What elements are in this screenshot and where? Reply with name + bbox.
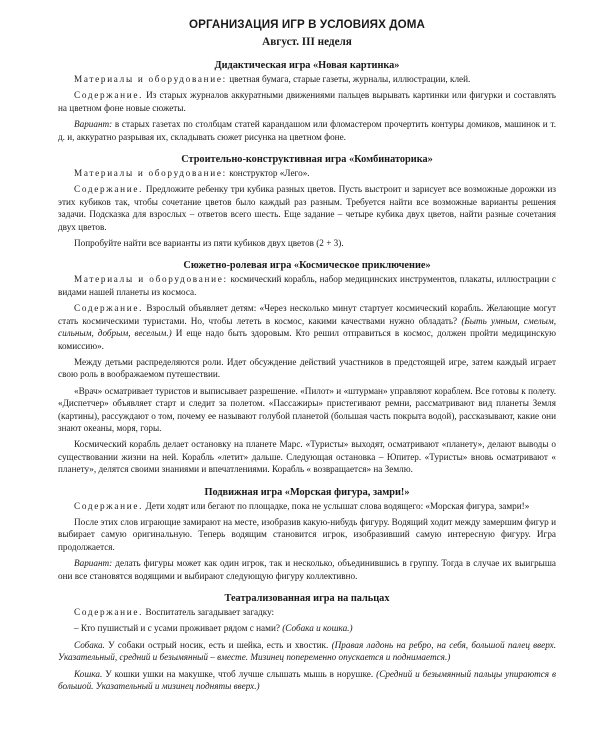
cat-label: Кошка. — [74, 668, 103, 679]
content-paragraph — [58, 183, 556, 233]
content-text: Взрослый объявляет детям: «Через несколько минут стартует космический корабль. Желающие могут стать космическими туристами. Но, чтобы лететь в космос, какими качествами нужно обладать? — [58, 303, 557, 326]
content-text: Воспитатель загадывает загадку: — [145, 607, 275, 617]
content-text: Дети ходят или бегают по площадке, пока не услышат слова водящего: «Морская фигура, замри!» — [145, 500, 530, 511]
materials-label: Материалы и оборудование: — [74, 74, 227, 84]
variant-label: Вариант: — [74, 119, 113, 130]
content-label: Содержание. — [74, 184, 144, 195]
cat-paragraph — [58, 668, 556, 693]
content-label: Содержание. — [74, 90, 144, 101]
content-label: Содержание. — [74, 303, 144, 314]
variant-text: в старых газетах по столбцам статей карандашом или фломастером прочертить контуры домиков, машинок и т. д. и, аккуратно разрывая их, складывать сюжет рисунка на цветном фоне. — [58, 119, 557, 142]
dog-label: Собака. — [74, 639, 105, 650]
content-italic-text: (Быть умным, смелым, сильным, добрым, веселым.) — [58, 315, 556, 339]
extra-task-paragraph: Попробуйте найти все варианты из пяти кубиков двух цветов (2 + 3). — [74, 238, 344, 249]
materials-text: цветная бумага, старые газеты, журналы, иллюстрации, клей. — [229, 74, 471, 84]
riddle-paragraph — [58, 622, 556, 634]
variant-paragraph — [58, 118, 556, 143]
materials-label: Материалы и оборудование: — [74, 274, 228, 285]
content-text: Из старых журналов аккуратными движениями пальцев вырывать картинки или фигурки и составлять на цветном фоне новые сюжеты. — [58, 90, 556, 113]
section-title-finger-theatre: Театрализованная игра на пальцах — [224, 593, 390, 604]
variant-label: Вариант: — [74, 558, 113, 569]
dog-text: У собаки острый носик, есть и шейка, есть и хвостик. — [108, 639, 329, 650]
flight-paragraph: «Врач» осматривает туристов и выписывает разрешение. «Пилот» и «штурман» управляют кораблем. Все готовы к полету. «Диспетчер» объявляет старт и следит за полетом. «Пассажиры» пристегивают ремни, рассматривают вид планеты Земля (картины), рассуждают о том, почему ее называют голубой планетой (большая часть покрыта водой), рассказывают, какие они знают океаны, моря, горы. — [58, 385, 556, 433]
cat-text: У кошки ушки на макушке, чтоб лучше слышать мышь в норушке. — [105, 668, 374, 679]
content-paragraph — [58, 500, 556, 512]
section-title-new-picture: Дидактическая игра «Новая картинка» — [214, 60, 400, 71]
riddle-text: – Кто пушистый и с усами проживает рядом с нами? — [74, 623, 280, 634]
content-text-continued: И еще надо быть здоровым. Кто решил отправиться в космос, должен пройти медицинскую комиссию». — [58, 328, 557, 351]
materials-paragraph — [58, 73, 556, 85]
variant-text: делать фигуры может как один игрок, так и несколько, объединившись в группу. Тогда в случае их выигрыша они все становятся водящими и выбирают следующую фигуру коллективно. — [58, 558, 556, 581]
rules-paragraph: После этих слов играющие замирают на месте, изобразив какую-нибудь фигуру. Водящий ходит между замершим фигур и выбирает самую оригинальную. Теперь водящим становится игрок, изобразивший самую интересную фигуру. Игра продолжается. — [58, 516, 556, 552]
content-label: Содержание. — [74, 500, 144, 511]
page-subtitle: Август. III неделя — [262, 36, 352, 48]
materials-text: космический корабль, набор медицинских инструментов, плакаты, иллюстрации с видами нашей планеты из космоса. — [58, 274, 556, 297]
content-paragraph — [58, 302, 556, 352]
dog-instructions: (Правая ладонь на ребро, на себя, большой палец вверх. Указательный, средний и безымянный – вместе. Мизинец попеременно опускается и поднимается.) — [58, 639, 557, 663]
variant-paragraph — [58, 557, 556, 582]
dog-paragraph — [58, 639, 556, 664]
content-text: Предложите ребенку три кубика разных цветов. Пусть выстроит и зарисует все возможные дорожки из этих кубиков так, чтобы сочетание цветов было каждый раз разным. Требуется найти все возможные варианты решения задачи. Подсказка для взрослых – ответов всего шесть. Еще задание – четыре кубика двух цветов, найти разные сочетания двух цветов. — [58, 184, 556, 232]
materials-label: Материалы и оборудование: — [74, 168, 227, 179]
materials-paragraph — [58, 273, 556, 298]
riddle-answer: (Собака и кошка.) — [282, 623, 353, 634]
cat-instructions: (Средний и безымянный пальцы упираются в большой. Указательный и мизинец подняты вверх.) — [58, 668, 557, 692]
materials-text: конструктор «Лего». — [229, 168, 310, 179]
page-title: ОРГАНИЗАЦИЯ ИГР В УСЛОВИЯХ ДОМА — [189, 18, 425, 31]
section-title-combinatorics: Строительно-конструктивная игра «Комбинаторика» — [181, 154, 433, 166]
content-paragraph — [58, 89, 556, 114]
section-title-space-adventure: Сюжетно-ролевая игра «Космическое приключение» — [183, 260, 431, 272]
content-paragraph — [58, 606, 556, 618]
section-title-sea-figure: Подвижная игра «Морская фигура, замри!» — [204, 486, 410, 498]
materials-paragraph — [58, 167, 556, 179]
content-label: Содержание. — [74, 607, 144, 617]
roles-paragraph: Между детьми распределяются роли. Идет обсуждение действий участников в предстоящей игре, затем каждый играет свою роль в воображаемом путешествии. — [58, 356, 556, 380]
mars-paragraph: Космический корабль делает остановку на планете Марс. «Туристы» выходят, осматривают «планету», делают выводы о существовании жизни на ней. Корабль «летит» дальше. Следующая остановка – Юпитер. «Туристы» вновь осматривают « планету», делятся своими знаниями и впечатлениями. Корабль « возвращается» на Землю. — [58, 439, 556, 475]
